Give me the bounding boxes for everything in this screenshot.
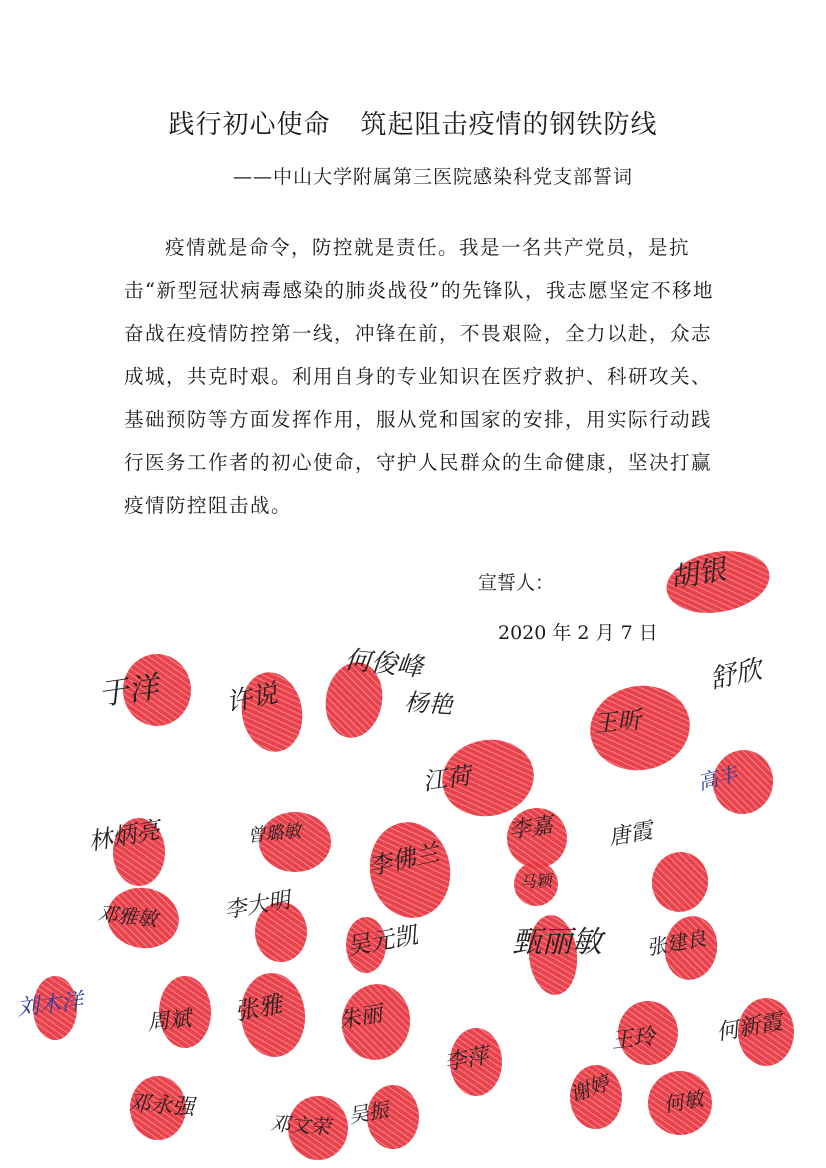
- signature-32: 何敏: [661, 1086, 706, 1117]
- signature-2: 许说: [223, 678, 281, 719]
- signature-18: 吴元凯: [344, 920, 420, 961]
- signature-23: 张雅: [232, 989, 285, 1026]
- signature-7: 王昕: [592, 705, 643, 738]
- signature-10: 曾璐敏: [246, 820, 303, 847]
- pledge-date: 2020 年 2 月 7 日: [498, 622, 658, 644]
- signature-9: 林炳亮: [86, 815, 162, 856]
- signature-5: 胡银: [667, 552, 729, 595]
- title-part-1: 践行初心使命: [168, 110, 331, 140]
- signature-3: 何俊峰: [343, 645, 424, 684]
- signature-4: 杨艳: [403, 688, 454, 720]
- signature-8: 高丰: [695, 761, 740, 795]
- signature-15: 马颖: [518, 870, 553, 892]
- signature-29: 李萍: [442, 1043, 491, 1076]
- signature-14: 唐霞: [606, 818, 655, 851]
- document-subtitle: ——中山大学附属第三医院感染科党支部誓词: [232, 166, 633, 188]
- signature-13: 李嘉: [507, 813, 555, 844]
- signature-30: 吴振: [346, 1097, 391, 1128]
- signature-31: 谢婷: [566, 1070, 613, 1107]
- fingerprint-13: [647, 848, 713, 917]
- signature-20: 张建良: [644, 925, 708, 960]
- signature-21: 刘木洋: [16, 989, 85, 1021]
- pledge-body-text: 疫情就是命令，防控就是责任。我是一名共产党员，是抗击“新型冠状病毒感染的肺炎战役”的先锋队，我志愿坚定不移地奋战在疫情防控第一线，冲锋在前，不畏艰险，全力以赴，众志成城，共克时艰。利用自身的专业知识在医疗救护、科研攻关、基础预防等方面发挥作用，服从党和国家的安排，用实际行动践行医务工作者的初心使命，守护人民群众的生命健康，坚决打赢疫情防控阻击战。: [124, 236, 714, 517]
- signature-11: 李佛兰: [365, 838, 442, 881]
- oath-taker-label: 宣誓人：: [478, 572, 555, 594]
- signature-26: 何新霞: [714, 1009, 785, 1046]
- signature-27: 邓永强: [127, 1091, 196, 1121]
- signature-22: 周斌: [146, 1006, 193, 1036]
- title-part-2: 筑起阻击疫情的钢铁防线: [360, 110, 658, 140]
- signature-1: 于洋: [96, 669, 161, 713]
- signature-19: 甄丽敏: [512, 925, 602, 960]
- signature-28: 邓文荣: [269, 1111, 332, 1140]
- signature-17: 李大明: [222, 887, 293, 924]
- signature-12: 江荷: [420, 761, 473, 796]
- signature-16: 邓雅敏: [96, 901, 159, 932]
- signature-25: 王玲: [610, 1024, 657, 1054]
- signature-6: 舒欣: [707, 654, 765, 695]
- signature-24: 朱丽: [336, 1001, 385, 1034]
